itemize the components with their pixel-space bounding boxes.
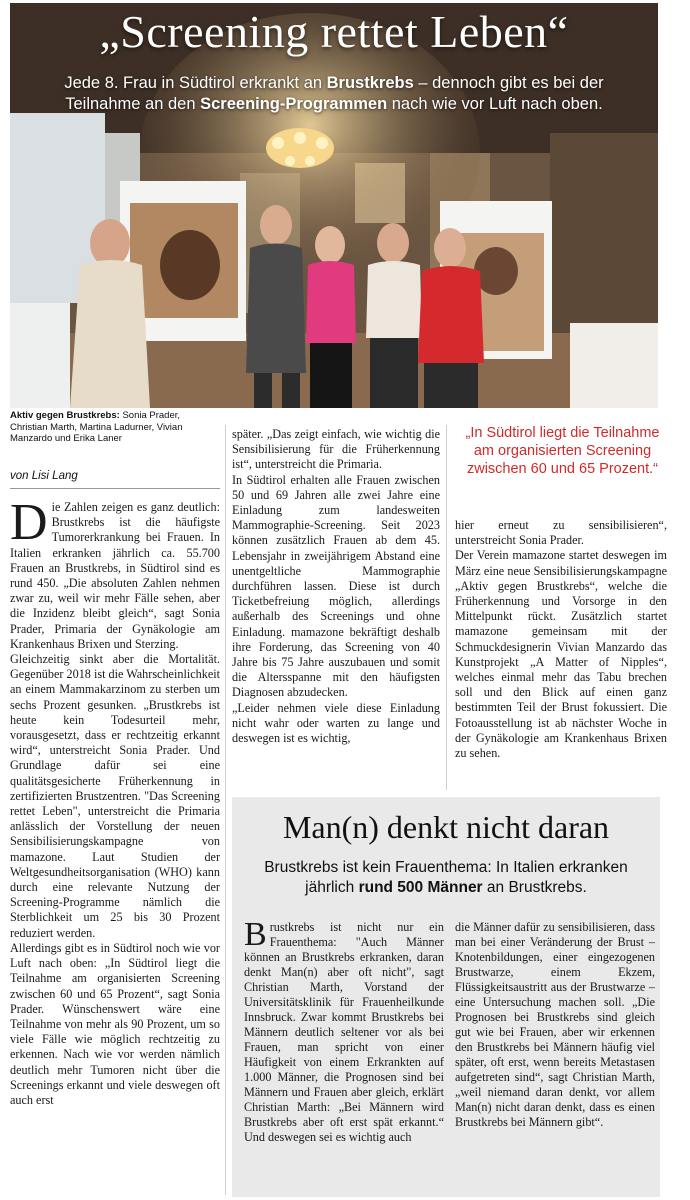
column-divider (446, 425, 447, 790)
column-divider (225, 425, 226, 1195)
dropcap: D (10, 494, 48, 551)
box-title: Man(n) denkt nicht daran (282, 809, 610, 845)
event-photo (10, 3, 658, 408)
hero-photo (10, 3, 658, 408)
article-column-2: später. „Das zeigt einfach, wie wichtig die Sensibilisierung für die Früherkennung ist“, unterstreicht die Primaria. In Südtirol erhalten alle Frauen zwischen 50 und 69 Jahren alle zwei Jahre eine Einladung zum landesweiten Mammographie-Screening. Seit 2023 können zusätzlich Frauen ab dem 45. Lebensjahr in zweijährigem Abstand eine unentgeltliche Mammographie durchführen lassen. Diese ist durch Ticketbefreiung möglich, allerdings außerhalb des Screenings und ohne Einladung. mamazone bekräftigt deshalb ihre Forderung, das Screening von 40 Jahre bis 75 Jahre auszubauen und somit die Altersspanne mit den häufigsten Diagnosen abzudecken. „Leider nehmen viele diese Einladung nicht wahr oder warten zu lange und deswegen ist es wichtig, (232, 427, 440, 746)
article-column-3: hier erneut zu sensibilisieren“, unterstreicht Sonia Prader. Der Verein mamazone startet deswegen im März eine neue Sensibilisierungskampagne „Aktiv gegen Brustkrebs“, welche die Früherkennung und Vorsorge in den Mittelpunkt rückt. Zusätzlich startet mamazone gemeinsam mit der Schmuckdesignerin Vivian Manzardo das Kunstprojekt „A Matter of Nipples“, welches einmal mehr das Tabu brechen soll und den Blick auf einen ganz bestimmten Teil der Brust fokussiert. Die Fotoausstellung ist ab nächster Woche in der Gynäkologie am Krankenhaus Brixen zu sehen. (455, 518, 667, 761)
dropcap: B (244, 916, 267, 953)
box-column-left: Brustkrebs ist nicht nur ein Frauenthema: "Auch Männer können an Brustkrebs erkranken, daran denkt Man(n) aber oft nicht", sagt Christian Marth, Vorstand der Universitätsklinik für Frauenheilkunde Innsbruck. Zwar kommt Brustkrebs bei Männern deutlich seltener vor als bei Frauen, man spricht von einer Häufigkeit von einem Erkrankten auf 1.000 Männer, die Prognosen sind bei Männern und Frauen aber gleich, erklärt Christian Marth: „Bei Männern wird Brustkrebs aber oft erst spät erkannt.“ Und deswegen sei es wichtig auch (244, 916, 444, 1144)
article-column-1: Die Zahlen zeigen es ganz deutlich: Brustkrebs ist die häufigste Tumorerkrankung bei Frauen. In Italien erkranken jährlich ca. 55.700 Frauen an Brustkrebs, in Südtirol sind es rund 450. „Die absoluten Zahlen nehmen zwar zu, weil wir mehr Fälle sehen, aber die Inzidenz bleibt gleich“, sagt Sonia Prader, Primaria der Gynäkologie am Krankenhaus Brixen und Sterzing. Gleichzeitig sinkt aber die Mortalität. Gegenüber 2018 ist die Wahrscheinlichkeit an einem Mammakarzinom zu sterben um sechs Prozent gesunken. „Brustkrebs ist heute kein Todesurteil mehr, vorausgesetzt, dass er rechtzeitig erkannt wird“, unterstreicht Sonia Prader. Und Grundlage dafür sei eine qualitätsgesicherte Früherkennung in zertifizierten Brustzentren. "Das Screening rettet Leben", unterstreicht die Primaria anlässlich der Vorstellung der neuen Sensibilisierungskampagne von mamazone. Laut Studien der Weltgesundheitsorganisation (WHO) kann durch eine relevante Nutzung der Screening-Programme nämlich die Sterblichkeit um 25 bis 30 Prozent reduziert werden. Allerdings gibt es in Südtirol noch wie vor Luft nach oben: „In Südtirol liegt die Teilnahme am organisierten Screening zwischen 60 und 65 Prozent“, sagt Sonia Prader. Wünschenswert wäre eine Teilnahme von mehr als 90 Prozent, um so viele Fälle wie möglich rechtzeitig zu erkennen. Nach wie vor werden nämlich deutlich mehr Tumoren nicht über die Screenings erkannt und viele deswegen oft auch erst (10, 494, 220, 1107)
photo-caption: Aktiv gegen Brustkrebs: Sonia Prader, Christian Marth, Martina Ladurner, Vivian Manzardo und Erika Laner (10, 410, 183, 444)
headline: „Screening rettet Leben“ (99, 6, 569, 57)
box-subtitle: Brustkrebs ist kein Frauenthema: In Italien erkranken jährlich rund 500 Männer an Brustkrebs. (264, 859, 628, 896)
pull-quote: „In Südtirol liegt die Teilnahme am organisierten Screening zwischen 60 und 65 Prozent.“ (465, 425, 660, 477)
author-byline: von Lisi Lang (10, 470, 220, 489)
box-column-right: die Männer dafür zu sensibilisieren, dass man bei einer Veränderung der Brust – Knotenbildungen, einer eingezogenen Brustwarze, einem Ekzem, Flüssigkeitsaustritt aus der Brustwarze – eine Untersuchung machen soll. „Die Prognosen bei Brustkrebs sind gleich gut wie bei Frauen, aber wir erkennen den Brustkrebs bei Männern häufig viel später, oft erst, wenn bereits Metastasen aufgetreten sind“, sagt Christian Marth, „weil niemand daran denkt, vor allem Man(n) nicht daran denkt, dass es einen Brustkrebs bei Männern gibt“. (455, 920, 655, 1129)
subhead: Jede 8. Frau in Südtirol erkrankt an Brustkrebs – dennoch gibt es bei der Teilnahme an den Screening-Programmen nach wie vor Luft nach oben. (64, 74, 604, 113)
